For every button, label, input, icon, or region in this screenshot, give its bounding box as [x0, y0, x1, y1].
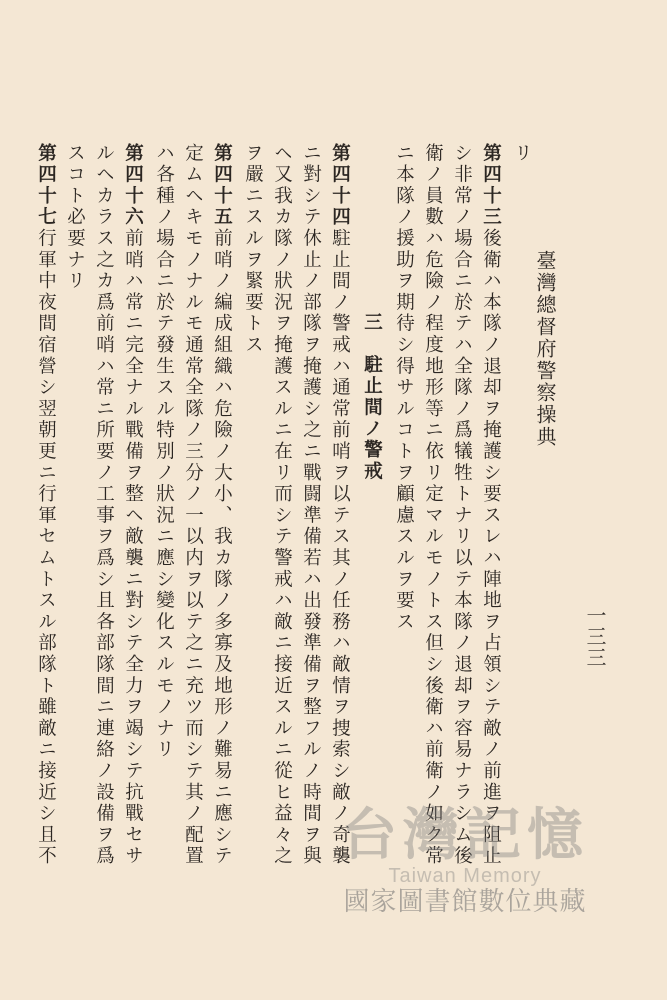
article-43-line-2	[452, 143, 471, 867]
article-45-line-3	[154, 143, 173, 761]
column-text: 後衛ハ本隊ノ退却ヲ掩護シ要スレハ陣地ヲ占領シテ敵ノ前進ヲ阻止	[480, 228, 502, 868]
column-text: ヲ嚴ニスルヲ緊要トス	[242, 143, 264, 356]
column-text: ルヘカラス之カ爲前哨ハ常ニ所要ノ工事ヲ爲シ且各部隊間ニ連絡ノ設備ヲ爲	[93, 143, 115, 868]
library-watermark	[300, 802, 630, 925]
column-text: シ非常ノ場合ニ於テハ全隊ノ爲犠牲トナリ以テ本隊ノ退却ヲ容易ナラシム後	[451, 143, 473, 868]
text-column-1	[512, 143, 531, 164]
column-text: ハ各種ノ場合ニ於テ發生スル特別ノ狀況ニ應シ變化スルモノナリ	[153, 143, 175, 761]
article-47-line-1	[36, 143, 55, 867]
article-number: 第四十六	[122, 143, 144, 229]
article-number: 第四十五	[211, 143, 233, 229]
watermark-chinese: 國家圖書館數位典藏	[343, 887, 587, 917]
article-46-line-3	[65, 143, 84, 292]
column-text: ヘ又我カ隊ノ狀況ヲ掩護スルニ在リ而シテ警戒ハ敵ニ接近スルニ從ヒ益々之	[271, 143, 293, 868]
column-text: ニ本隊ノ援助ヲ期待シ得サルコトヲ顧慮スルヲ要ス	[393, 143, 415, 633]
column-text: 行軍中夜間宿營シ翌朝更ニ行軍セムトスル部隊ト雖敵ニ接近シ且不	[35, 228, 57, 868]
article-43-line-1	[481, 143, 500, 867]
watermark-calligraphy: 台灣記憶	[341, 802, 589, 868]
section-title: 三 駐止間ノ警戒	[361, 312, 383, 483]
section-heading	[362, 312, 381, 482]
article-44-line-3	[272, 143, 291, 867]
article-43-line-4	[394, 143, 413, 633]
article-number: 第四十三	[480, 143, 502, 229]
article-45-line-1	[212, 143, 231, 867]
column-text: 定ムヘキモノナルモ通常全隊ノ三分ノ一以内ヲ以テ之ニ充ツ而シテ其ノ配置	[182, 143, 204, 868]
column-text: 前哨ノ編成組織ハ危險ノ大小、我カ隊ノ多寡及地形ノ難易ニ應シテ	[211, 228, 233, 868]
column-text: スコト必要ナリ	[64, 143, 86, 293]
article-44-line-1	[330, 143, 349, 867]
running-title: 臺灣總督府警察操典	[533, 250, 557, 448]
article-46-line-1	[123, 143, 142, 867]
column-text: ニ對シテ休止ノ部隊ヲ掩護シ之ニ戰闘準備若ハ出發準備ヲ整フルノ時間ヲ與	[300, 143, 322, 868]
article-46-line-2	[94, 143, 113, 867]
article-43-line-3	[423, 143, 442, 867]
article-number: 第四十七	[35, 143, 57, 229]
article-45-line-2	[183, 143, 202, 867]
watermark-english: Taiwan Memory	[388, 865, 542, 887]
column-text: 衛ノ員數ハ危險ノ程度地形等ニ依リ定マルモノトス但シ後衛ハ前衛ノ如ク常	[422, 143, 444, 868]
article-44-line-2	[301, 143, 320, 867]
column-text: 前哨ハ常ニ完全ナル戰備ヲ整ヘ敵襲ニ對シテ全力ヲ竭シテ抗戰セサ	[122, 228, 144, 868]
column-text: リ	[511, 143, 533, 165]
article-44-line-4	[243, 143, 262, 356]
page-number: 一三三	[583, 605, 607, 668]
column-text: 駐止間ノ警戒ハ通常前哨ヲ以テス其ノ任務ハ敵情ヲ捜索シ敵ノ奇襲	[329, 228, 351, 868]
article-number: 第四十四	[329, 143, 351, 229]
